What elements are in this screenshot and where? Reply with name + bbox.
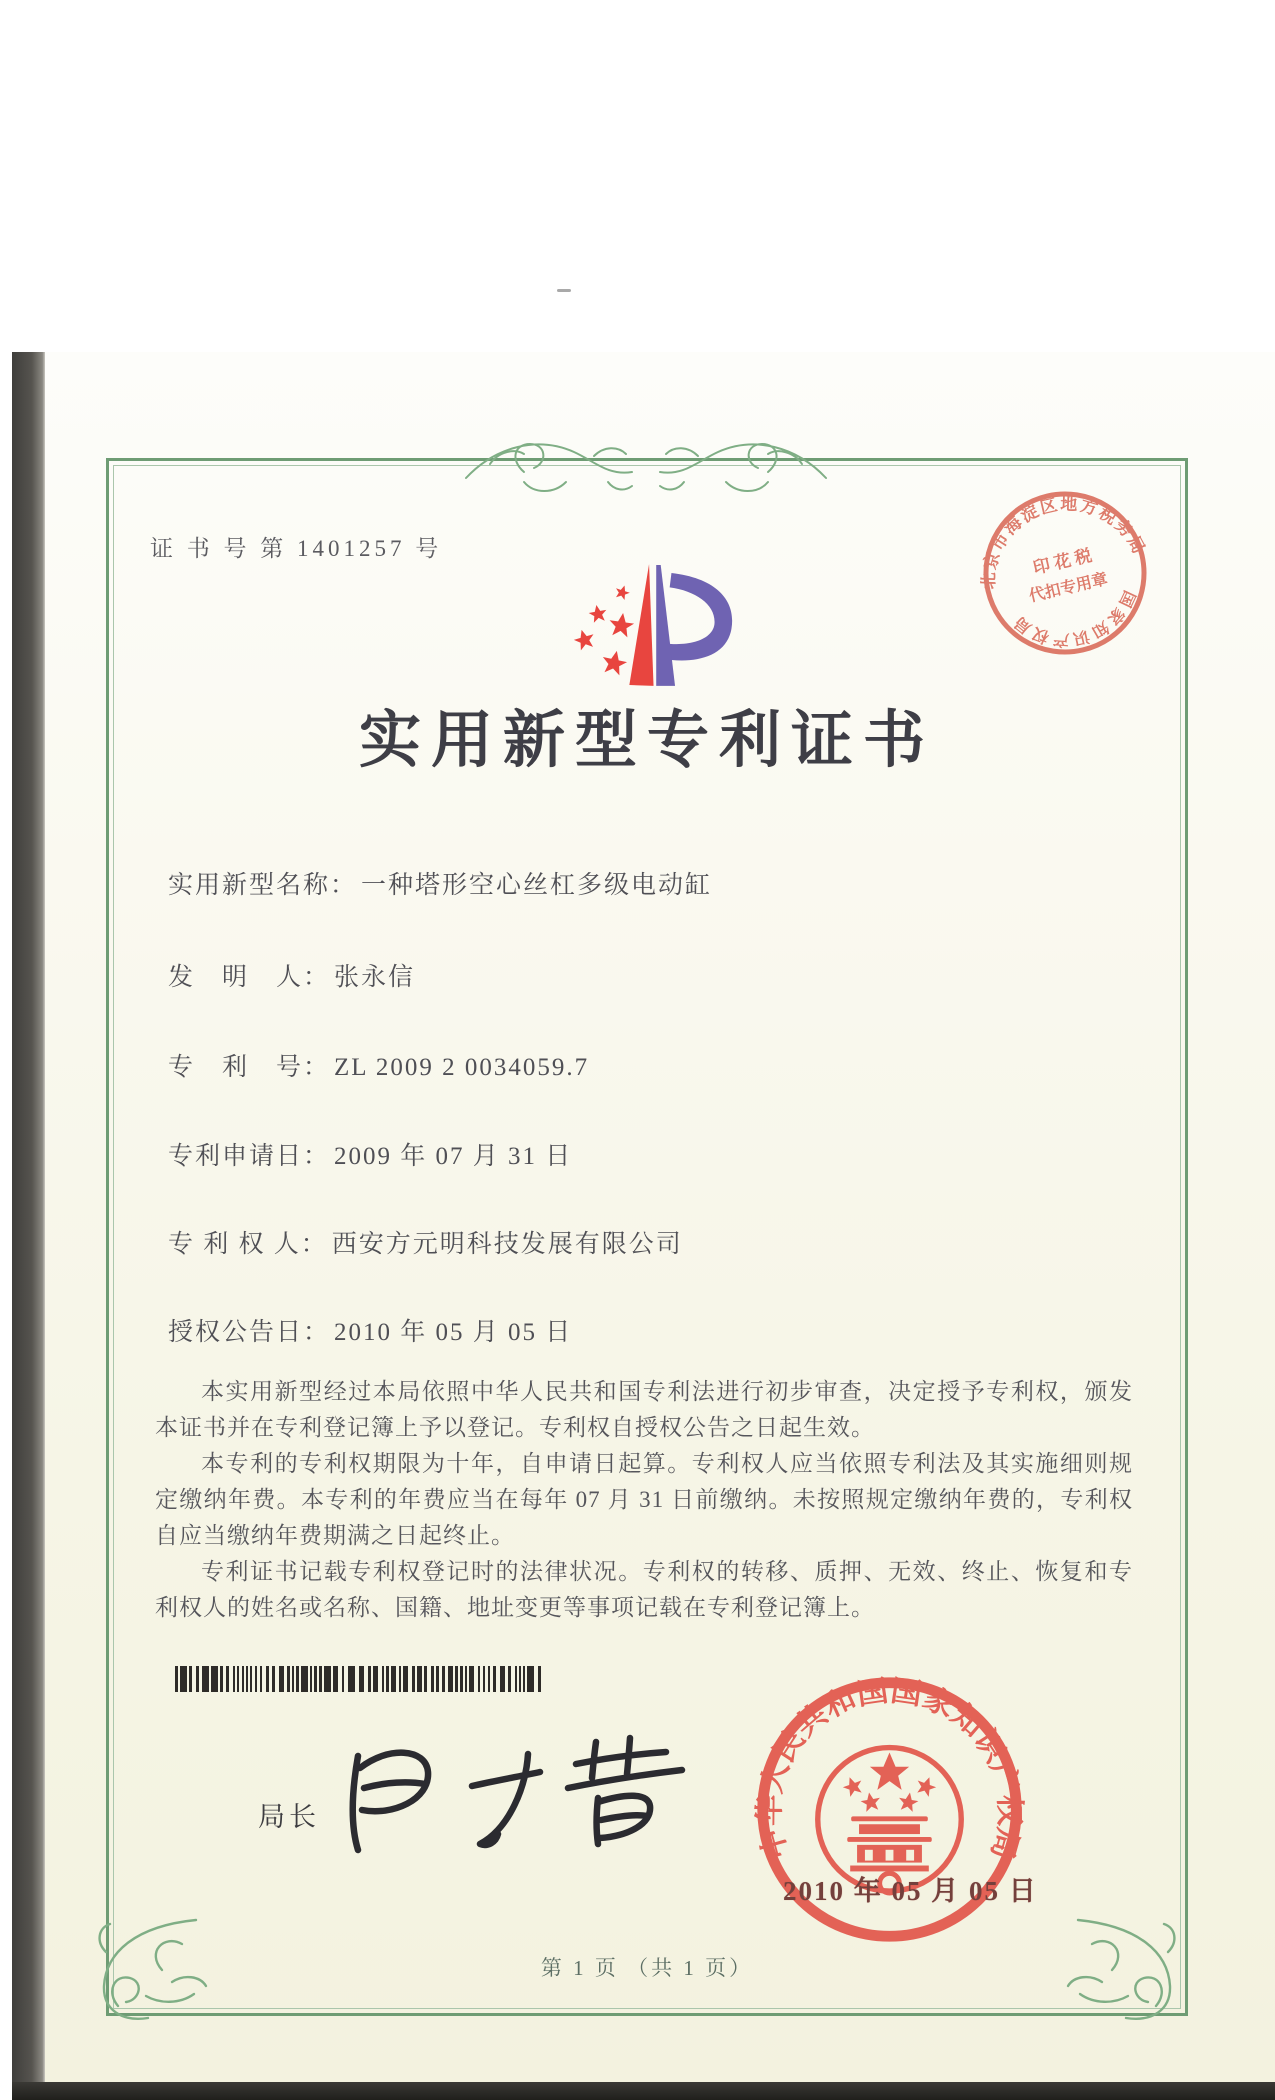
field-label: 专 利 号： [168, 1054, 331, 1081]
director-signature [330, 1728, 690, 1888]
field-value: 西安方元明科技发展有限公司 [331, 1231, 683, 1258]
field-label: 发 明 人： [168, 964, 331, 991]
barcode-bar [348, 1666, 355, 1692]
certificate-title: 实用新型专利证书 [358, 707, 935, 775]
seal-ring-text: 中华人民共和国国家知识产权局 [754, 1675, 1025, 1864]
barcode-bar [202, 1666, 209, 1692]
legal-paragraph-1: 本实用新型经过本局依照中华人民共和国专利法进行初步审查，决定授予专利权，颁发本证书并在专利登记簿上予以登记。专利权自授权公告之日起生效。 [155, 1379, 1133, 1440]
field-inventor [168, 957, 415, 993]
field-value: 张永信 [334, 964, 416, 991]
barcode-bar [211, 1666, 218, 1692]
field-label: 实用新型名称： [168, 872, 358, 899]
tax-stamp-bottom-arc-text: 国家知识产权局 [1009, 587, 1138, 648]
seal-date: 2010 年 05 月 05 日 [783, 1876, 1038, 1906]
legal-text-block [155, 1374, 1133, 1626]
field-patent-number [168, 1047, 589, 1083]
scan-artifact-dash [557, 289, 571, 292]
legal-paragraph-3: 专利证书记载专利权登记时的法律状况。专利权的转移、质押、无效、终止、恢复和专利权人的姓名或名称、国籍、地址变更等事项记载在专利登记簿上。 [155, 1559, 1133, 1620]
barcode-bar [527, 1666, 534, 1692]
tax-stamp-line1: 印 花 税 [1031, 545, 1094, 578]
tax-stamp-top-arc-text: 北京市海淀区地方税务局 [978, 494, 1150, 590]
field-label: 专 利 权 人： [168, 1231, 328, 1258]
field-patentee [168, 1224, 683, 1260]
cnipa-official-seal [747, 1667, 1032, 1952]
field-value: ZL 2009 2 0034059.7 [334, 1054, 590, 1081]
barcode [175, 1666, 547, 1692]
legal-paragraph-2: 本专利的专利权期限为十年，自申请日起算。专利权人应当依照专利法及其实施细则规定缴纳年费。本专利的年费应当在每年 07 月 31 日前缴纳。未按照规定缴纳年费的，专利权自应当缴纳年费期满之日起终止。 [155, 1451, 1133, 1548]
field-label: 授权公告日： [168, 1319, 331, 1346]
scan-bottom-edge [12, 2082, 1275, 2100]
field-value: 2010 年 05 月 05 日 [334, 1319, 573, 1346]
barcode-bar [180, 1666, 187, 1692]
barcode-bar [301, 1666, 308, 1692]
field-label: 专利申请日： [168, 1143, 331, 1170]
field-utility-model-name [168, 865, 712, 901]
field-value: 一种塔形空心丝杠多级电动缸 [361, 872, 713, 899]
scan-binding-edge [12, 352, 45, 2092]
tax-stamp-line2: 代扣专用章 [1027, 570, 1110, 606]
certificate-number: 证 书 号 第 1401257 号 [150, 536, 443, 561]
director-label: 局长 [258, 1802, 320, 1832]
field-filing-date [168, 1136, 572, 1172]
cnipa-patent-logo-icon [555, 545, 770, 705]
field-grant-publication-date [168, 1312, 572, 1348]
field-value: 2009 年 07 月 31 日 [334, 1143, 573, 1170]
page-number-footer: 第 1 页 （共 1 页） [540, 1956, 754, 1980]
barcode-bar [324, 1666, 331, 1692]
